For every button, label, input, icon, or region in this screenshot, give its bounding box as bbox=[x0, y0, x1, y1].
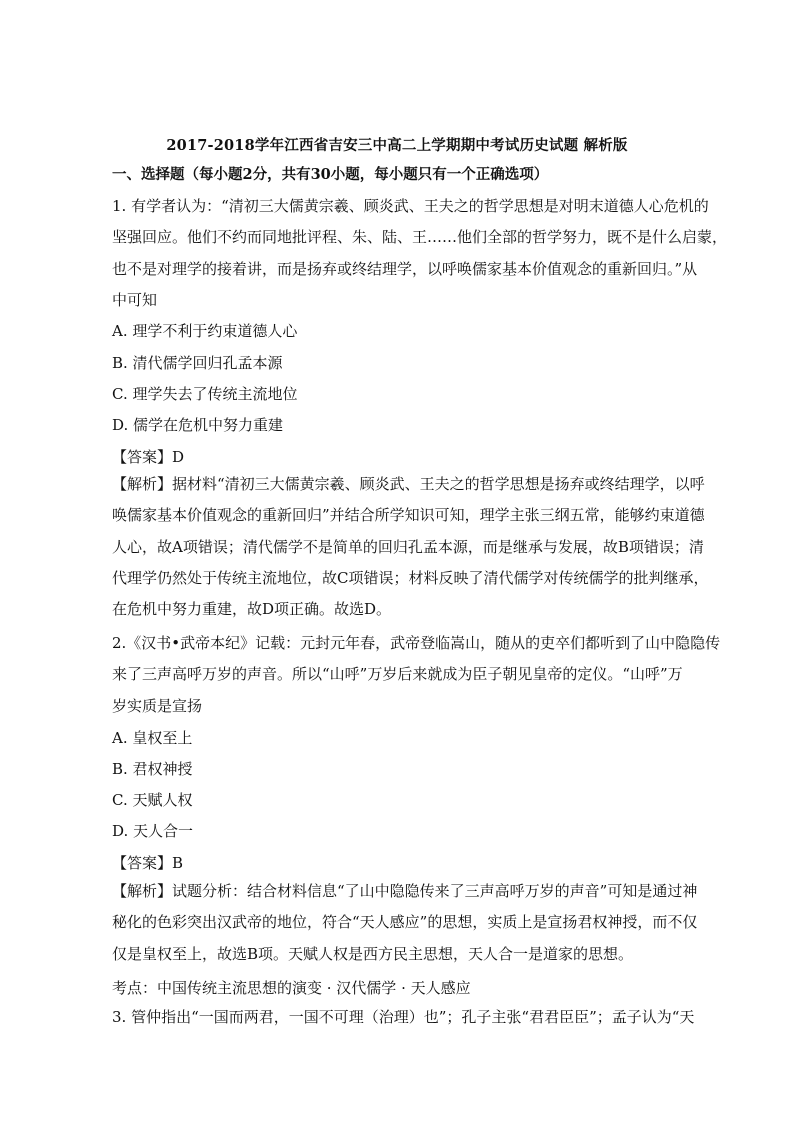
question-1-line: 中可知 bbox=[112, 290, 158, 309]
question-3-stem bbox=[112, 1002, 695, 1033]
question-2-line: 来了三声高呼万岁的声音。所以“山呼”万岁后来就成为臣子朝见皇帝的定仪。“山呼”万 bbox=[112, 665, 683, 684]
question-1-option-b: B. 清代儒学回归孔孟本源 bbox=[112, 354, 283, 372]
question-1-option-c: C. 理学失去了传统主流地位 bbox=[112, 385, 298, 403]
question-1-line: 1. 有学者认为：“清初三大儒黄宗羲、顾炎武、王夫之的哲学思想是对明末道德人心危机的 bbox=[112, 197, 709, 215]
question-1-option-a: A. 理学不利于约束道德人心 bbox=[112, 322, 298, 340]
question-1-line: 也不是对理学的接着讲，而是扬弃或终结理学，以呼唤儒家基本价值观念的重新回归。”从 bbox=[112, 259, 698, 278]
question-1-stem bbox=[112, 191, 728, 316]
question-2-answer: 【答案】B bbox=[112, 854, 184, 872]
question-2-option-b: B. 君权神授 bbox=[112, 760, 193, 778]
analysis-line: 唤儒家基本价值观念的重新回归”并结合所学知识可知，理学主张三纲五常，能够约束道德 bbox=[112, 506, 705, 525]
document-title: 2017-2018学年江西省吉安三中高二上学期期中考试历史试题 解析版 bbox=[166, 137, 628, 154]
section-heading: 一、选择题（每小题2分，共有30小题，每小题只有一个正确选项） bbox=[112, 166, 549, 183]
question-2-stem bbox=[112, 628, 721, 722]
analysis-line: 秘化的色彩突出汉武帝的地位，符合“天人感应”的思想，实质上是宣扬君权神授，而不仅 bbox=[112, 913, 698, 932]
analysis-line: 在危机中努力重建，故D项正确。故选D。 bbox=[112, 600, 392, 619]
question-2-option-c: C. 天赋人权 bbox=[112, 791, 193, 809]
question-3-line: 3. 管仲指出“一国而两君，一国不可理（治理）也”；孔子主张“君君臣臣”；孟子认为“天 bbox=[112, 1008, 695, 1026]
analysis-line: 仅是皇权至上，故选B项。天赋人权是西方民主思想，天人合一是道家的思想。 bbox=[112, 944, 634, 963]
question-2-line: 2.《汉书•武帝本纪》记载：元封元年春，武帝登临嵩山，随从的吏卒们都听到了山中隐隐传 bbox=[112, 634, 721, 652]
question-2-option-a: A. 皇权至上 bbox=[112, 729, 193, 747]
question-2-option-d: D. 天人合一 bbox=[112, 822, 194, 840]
analysis-line: 人心，故A项错误；清代儒学不是简单的回归孔孟本源，而是继承与发展，故B项错误；清 bbox=[112, 537, 704, 556]
question-1-option-d: D. 儒学在危机中努力重建 bbox=[112, 416, 284, 434]
analysis-line: 【解析】试题分析：结合材料信息“了山中隐隐传来了三声高呼万岁的声音”可知是通过神 bbox=[112, 882, 698, 900]
question-1-line: 坚强回应。他们不约而同地批评程、朱、陆、王……他们全部的哲学努力，既不是什么启蒙， bbox=[112, 228, 728, 247]
question-2-line: 岁实质是宣扬 bbox=[112, 696, 203, 715]
analysis-line: 【解析】据材料“清初三大儒黄宗羲、顾炎武、王夫之的哲学思想是扬弃或终结理学，以呼 bbox=[112, 475, 705, 493]
analysis-line: 代理学仍然处于传统主流地位，故C项错误；材料反映了清代儒学对传统儒学的批判继承， bbox=[112, 568, 709, 587]
question-2-analysis bbox=[112, 876, 698, 970]
question-2-knowledge-point: 考点：中国传统主流思想的演变 · 汉代儒学 · 天人感应 bbox=[112, 979, 471, 997]
question-1-analysis bbox=[112, 469, 709, 625]
question-1-answer: 【答案】D bbox=[112, 448, 185, 466]
